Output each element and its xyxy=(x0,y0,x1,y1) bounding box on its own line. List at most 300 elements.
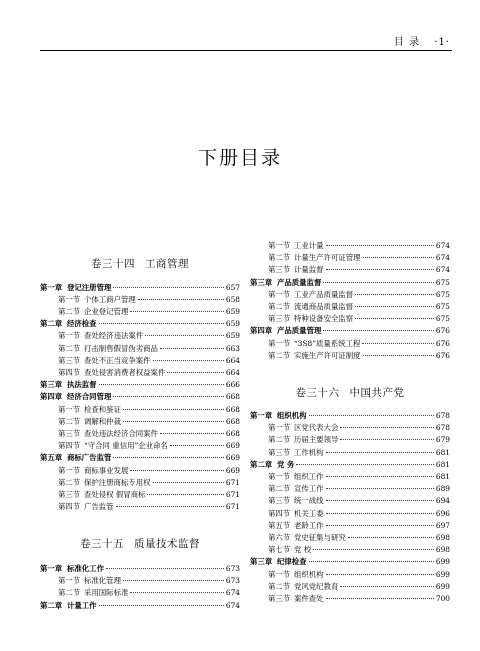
toc-entry-page-number: 671 xyxy=(225,477,240,487)
toc-entry-title: 工作机构 xyxy=(294,447,324,457)
toc-entry-number: 第二节 xyxy=(58,306,81,316)
toc-entry-title: 标准化工作 xyxy=(67,564,104,573)
toc-entry-number: 第五节 xyxy=(268,520,291,530)
toc-entry-page-number: 669 xyxy=(225,453,240,463)
toc-chapter-entry xyxy=(40,282,240,294)
toc-entry-page-number: 674 xyxy=(225,588,240,598)
toc-entry-label xyxy=(250,325,321,337)
toc-entry-title: 工业产品质量监督 xyxy=(294,289,354,299)
toc-chapter-entry xyxy=(250,325,450,337)
toc-entry-title: 老龄工作 xyxy=(294,520,324,530)
dot-leader xyxy=(362,342,434,344)
volume-heading xyxy=(40,536,240,551)
toc-entry-label xyxy=(250,471,324,483)
toc-entry-number: 第一节 xyxy=(268,241,291,250)
toc-entry-title: 党史征集与研究 xyxy=(294,533,346,542)
toc-entry-page-number: 669 xyxy=(225,441,240,451)
toc-section-entry xyxy=(250,593,450,605)
toc-entry-number: 第二节 xyxy=(268,350,291,360)
toc-entry-page-number: 671 xyxy=(225,502,240,512)
toc-section-entry xyxy=(40,428,240,440)
toc-entry-page-number: 674 xyxy=(435,241,450,250)
toc-entry-number: 第四节 xyxy=(268,508,291,518)
volume-number: 卷三十六 xyxy=(295,387,340,399)
volume-number: 卷三十四 xyxy=(91,258,135,270)
toc-entry-page-number: 698 xyxy=(435,545,450,555)
toc-entry-title: 执法监督 xyxy=(67,380,97,390)
toc-entry-number: 第三节 xyxy=(268,265,291,275)
toc-entry-page-number: 658 xyxy=(225,294,240,304)
toc-entry-label xyxy=(250,495,324,507)
toc-entry-title: 标准化管理 xyxy=(84,576,121,586)
toc-entry-title: 产品质量监督 xyxy=(277,277,322,287)
toc-section-entry xyxy=(40,306,240,318)
toc-entry-label xyxy=(250,593,324,605)
toc-entry-title: 查处不正当竞争案件 xyxy=(84,355,151,365)
toc-entry-label xyxy=(250,532,346,544)
toc-section-entry xyxy=(250,264,450,276)
running-head-title: 目 录 xyxy=(393,37,421,48)
toc-entry-title: 经济合同管理 xyxy=(67,392,112,402)
toc-entry-label xyxy=(250,544,311,556)
toc-entry-label xyxy=(250,252,361,264)
toc-entry-title: 打击制售假冒伪劣商品 xyxy=(84,343,158,353)
toc-entry-number: 第一章 xyxy=(40,564,63,573)
toc-section-entry xyxy=(250,422,450,434)
toc-section-entry xyxy=(40,440,240,452)
toc-section-entry xyxy=(40,330,240,342)
toc-entry-title: 特种设备安全监察 xyxy=(294,314,354,324)
dot-leader xyxy=(309,414,434,416)
toc-section-entry xyxy=(250,350,450,362)
dot-leader xyxy=(130,591,224,593)
dot-leader xyxy=(116,505,224,507)
volume-heading xyxy=(40,256,240,271)
dot-leader xyxy=(153,359,224,361)
dot-leader xyxy=(138,298,224,300)
toc-entry-number: 第四节 xyxy=(58,441,81,451)
dot-leader xyxy=(355,317,434,319)
toc-entry-number: 第二节 xyxy=(268,302,291,311)
toc-entry-title: 企业登记管理 xyxy=(84,306,129,316)
page-title: 下册目录 xyxy=(197,147,282,169)
dot-leader xyxy=(130,469,224,471)
toc-entry-label xyxy=(250,569,324,581)
toc-entry-title: 组织工作 xyxy=(294,472,324,481)
toc-section-entry xyxy=(250,301,450,313)
toc-entry-number: 第二节 xyxy=(58,343,81,353)
dot-leader xyxy=(123,408,224,410)
volume-number: 卷三十五 xyxy=(80,538,124,550)
toc-entry-page-number: 694 xyxy=(435,496,450,506)
toc-entry-number: 第三节 xyxy=(58,428,81,438)
dot-leader xyxy=(99,604,224,606)
toc-entry-title: 保护注册商标专用权 xyxy=(84,477,151,487)
toc-chapter-entry xyxy=(40,563,240,575)
toc-section-entry xyxy=(250,532,450,544)
volume-title: 质量技术监督 xyxy=(134,538,200,550)
toc-entry-number: 第七节 xyxy=(268,545,291,555)
toc-entry-label xyxy=(250,338,360,350)
toc-section-entry xyxy=(250,569,450,581)
toc-entry-label xyxy=(40,391,111,403)
toc-entry-label xyxy=(40,440,168,452)
toc-entry-label xyxy=(250,410,307,422)
toc-entry-label xyxy=(40,428,158,440)
toc-entry-label xyxy=(250,289,353,301)
toc-entry-label xyxy=(250,264,324,276)
toc-entry-page-number: 696 xyxy=(435,508,450,518)
toc-entry-title: 商标事业发展 xyxy=(84,465,129,475)
toc-section-entry xyxy=(250,520,450,532)
toc-entry-page-number: 699 xyxy=(435,557,450,567)
toc-entry-number: 第一节 xyxy=(268,472,291,481)
toc-entry-number: 第二节 xyxy=(58,416,81,426)
toc-entry-number: 第二节 xyxy=(268,484,291,494)
toc-section-entry xyxy=(40,404,240,416)
toc-entry-label xyxy=(250,301,353,313)
toc-entry-page-number: 676 xyxy=(435,338,450,348)
toc-entry-page-number: 664 xyxy=(225,367,240,377)
dot-leader xyxy=(326,524,434,526)
toc-entry-page-number: 657 xyxy=(225,282,240,292)
toc-entry-label xyxy=(40,477,151,489)
toc-entry-number: 第三章 xyxy=(250,277,273,287)
toc-entry-number: 第三节 xyxy=(268,594,291,603)
toc-entry-title: 党风党纪教育 xyxy=(294,581,339,591)
dot-leader xyxy=(123,420,224,422)
toc-entry-number: 第三节 xyxy=(58,355,81,365)
toc-entry-label xyxy=(250,520,324,532)
toc-section-entry xyxy=(250,313,450,325)
dot-leader xyxy=(106,567,224,569)
toc-entry-label xyxy=(250,447,324,459)
toc-entry-page-number: 678 xyxy=(435,411,450,420)
toc-entry-label xyxy=(40,489,145,501)
dot-leader xyxy=(326,487,434,489)
toc-entry-number: 第四章 xyxy=(250,326,273,336)
toc-section-entry xyxy=(250,544,450,556)
toc-entry-number: 第一节 xyxy=(268,338,291,348)
toc-entry-title: 计量监督 xyxy=(294,265,324,275)
toc-entry-title: “守合同 重信用”企业命名 xyxy=(84,441,168,451)
dot-leader xyxy=(160,347,224,349)
toc-entry-page-number: 659 xyxy=(225,306,240,316)
toc-entry-number: 第三节 xyxy=(58,489,81,499)
toc-entry-number: 第一节 xyxy=(268,289,291,299)
toc-entry-page-number: 659 xyxy=(225,331,240,341)
toc-entry-number: 第六节 xyxy=(268,533,291,542)
toc-entry-label xyxy=(40,330,143,342)
toc-entry-number: 第一节 xyxy=(58,294,81,304)
dot-leader xyxy=(355,293,434,295)
toc-entry-label xyxy=(250,277,321,289)
toc-entry-page-number: 675 xyxy=(435,302,450,311)
toc-entry-number: 第二节 xyxy=(58,477,81,487)
toc-entry-label xyxy=(250,556,307,568)
toc-chapter-entry xyxy=(250,459,450,471)
toc-entry-number: 第二章 xyxy=(250,459,273,469)
dot-leader xyxy=(309,560,434,562)
toc-entry-number: 第二节 xyxy=(58,588,81,598)
toc-chapter-entry xyxy=(40,379,240,391)
dot-leader xyxy=(326,573,434,575)
toc-entry-label xyxy=(250,422,338,434)
dot-leader xyxy=(326,597,434,599)
toc-section-entry xyxy=(40,416,240,428)
toc-entry-label xyxy=(40,416,121,428)
toc-entry-page-number: 668 xyxy=(225,428,240,438)
toc-entry-title: 实施生产许可证制度 xyxy=(294,350,361,360)
dot-leader xyxy=(167,371,224,373)
toc-section-entry xyxy=(250,508,450,520)
toc-chapter-entry xyxy=(40,600,240,612)
toc-entry-title: 案件查处 xyxy=(294,594,324,603)
dot-leader xyxy=(123,579,224,581)
toc-entry-title: 党 务 xyxy=(277,459,295,469)
toc-entry-page-number: 668 xyxy=(225,404,240,414)
dot-leader xyxy=(348,536,434,538)
toc-entry-label xyxy=(40,355,151,367)
toc-entry-page-number: 679 xyxy=(435,435,450,445)
toc-entry-number: 第一章 xyxy=(250,411,273,420)
toc-entry-number: 第四章 xyxy=(40,392,63,402)
toc-section-entry xyxy=(40,355,240,367)
toc-section-entry xyxy=(40,294,240,306)
dot-leader xyxy=(99,383,224,385)
toc-entry-title: 机关工委 xyxy=(294,508,324,518)
toc-entry-page-number: 676 xyxy=(435,350,450,360)
toc-entry-label xyxy=(40,600,97,612)
toc-entry-title: 统一战线 xyxy=(294,496,324,506)
toc-entry-title: 查处违法经济合同案件 xyxy=(84,428,158,438)
toc-section-entry xyxy=(40,343,240,355)
toc-entry-page-number: 681 xyxy=(435,459,450,469)
toc-entry-number: 第一节 xyxy=(268,423,291,433)
toc-entry-page-number: 681 xyxy=(435,472,450,481)
dot-leader xyxy=(296,463,434,465)
toc-section-entry xyxy=(250,471,450,483)
toc-entry-page-number: 699 xyxy=(435,581,450,591)
toc-entry-page-number: 681 xyxy=(435,447,450,457)
toc-entry-page-number: 675 xyxy=(435,289,450,299)
dot-leader xyxy=(145,334,224,336)
toc-entry-page-number: 689 xyxy=(435,484,450,494)
toc-section-entry xyxy=(40,489,240,501)
toc-entry-page-number: 659 xyxy=(225,319,240,329)
dot-leader xyxy=(326,451,434,453)
dot-leader xyxy=(113,395,224,397)
toc-entry-number: 第一节 xyxy=(58,465,81,475)
dot-leader xyxy=(363,354,434,356)
toc-entry-page-number: 675 xyxy=(435,314,450,324)
toc-chapter-entry xyxy=(40,452,240,464)
toc-entry-label xyxy=(40,465,128,477)
toc-entry-label xyxy=(40,367,165,379)
toc-entry-title: 经济检查 xyxy=(67,319,97,329)
toc-entry-title: 查处侵权 假冒商标 xyxy=(84,489,146,499)
dot-leader xyxy=(355,305,434,307)
toc-entry-label xyxy=(40,404,121,416)
toc-entry-title: 纪律检查 xyxy=(277,557,307,567)
toc-entry-page-number: 668 xyxy=(225,416,240,426)
toc-entry-label xyxy=(40,306,128,318)
toc-entry-page-number: 666 xyxy=(225,380,240,390)
toc-entry-title: 流通商品质量监督 xyxy=(294,302,354,311)
toc-entry-label xyxy=(40,282,111,294)
dot-leader xyxy=(323,329,434,331)
toc-entry-title: 组织机构 xyxy=(294,569,324,579)
toc-entry-page-number: 671 xyxy=(225,489,240,499)
toc-entry-label xyxy=(250,240,324,252)
toc-entry-title: 历届主要领导 xyxy=(294,435,339,445)
toc-entry-title: 区党代表大会 xyxy=(294,423,339,433)
toc-entry-page-number: 668 xyxy=(225,392,240,402)
toc-chapter-entry xyxy=(250,410,450,422)
toc-entry-number: 第三节 xyxy=(268,314,291,324)
dot-leader xyxy=(113,286,224,288)
toc-entry-page-number: 669 xyxy=(225,465,240,475)
toc-entry-title: 计量工作 xyxy=(67,600,97,610)
toc-section-entry xyxy=(250,240,450,252)
dot-leader xyxy=(340,426,434,428)
toc-section-entry xyxy=(250,483,450,495)
dot-leader xyxy=(326,244,434,246)
toc-entry-title: 宣传工作 xyxy=(294,484,324,494)
toc-entry-number: 第五章 xyxy=(40,453,63,463)
toc-entry-page-number: 676 xyxy=(435,326,450,336)
dot-leader xyxy=(326,268,434,270)
toc-entry-number: 第三章 xyxy=(40,380,63,390)
dot-leader xyxy=(340,585,434,587)
toc-entry-title: 调解和仲裁 xyxy=(84,416,121,426)
dot-leader xyxy=(153,481,224,483)
toc-section-entry xyxy=(40,575,240,587)
toc-entry-title: 检查和鉴证 xyxy=(84,404,121,414)
toc-entry-label xyxy=(250,459,294,471)
toc-entry-label xyxy=(40,294,136,306)
toc-entry-number: 第二节 xyxy=(268,581,291,591)
toc-entry-label xyxy=(250,434,338,446)
toc-entry-page-number: 674 xyxy=(435,265,450,275)
toc-section-entry xyxy=(250,338,450,350)
toc-entry-page-number: 664 xyxy=(225,355,240,365)
toc-entry-page-number: 674 xyxy=(435,253,450,263)
toc-section-entry xyxy=(250,495,450,507)
dot-leader xyxy=(363,256,434,258)
toc-entry-title: 党 校 xyxy=(294,545,312,555)
toc-chapter-entry xyxy=(250,277,450,289)
toc-entry-label xyxy=(250,581,338,593)
toc-entry-title: 广告监管 xyxy=(84,502,114,512)
toc-chapter-entry xyxy=(250,556,450,568)
dot-leader xyxy=(326,475,434,477)
toc-chapter-entry xyxy=(40,318,240,330)
toc-entry-number: 第一节 xyxy=(58,331,81,341)
toc-entry-title: 个体工商户管理 xyxy=(84,294,136,304)
toc-entry-label xyxy=(40,452,111,464)
toc-section-entry xyxy=(250,289,450,301)
toc-entry-label xyxy=(40,379,97,391)
dot-leader xyxy=(323,281,434,283)
toc-entry-page-number: 673 xyxy=(225,564,240,573)
toc-entry-number: 第一章 xyxy=(40,282,63,292)
toc-entry-number: 第一节 xyxy=(58,576,81,586)
toc-entry-label xyxy=(40,563,104,575)
header-rule xyxy=(40,50,452,51)
toc-entry-title: 查处经济违法案件 xyxy=(84,331,144,341)
toc-section-entry xyxy=(250,252,450,264)
toc-entry-title: 组织机构 xyxy=(277,411,307,420)
toc-entry-title: 工业计量 xyxy=(294,241,324,250)
toc-entry-number: 第一节 xyxy=(268,569,291,579)
toc-entry-page-number: 698 xyxy=(435,533,450,542)
toc-entry-page-number: 678 xyxy=(435,423,450,433)
dot-leader xyxy=(160,432,224,434)
toc-section-entry xyxy=(40,367,240,379)
toc-entry-number: 第二节 xyxy=(268,253,291,263)
toc-entry-page-number: 700 xyxy=(435,594,450,603)
toc-entry-label xyxy=(40,575,121,587)
toc-section-entry xyxy=(40,587,240,599)
toc-entry-label xyxy=(250,483,324,495)
toc-entry-number: 第四节 xyxy=(58,502,81,512)
toc-entry-page-number: 674 xyxy=(225,600,240,610)
dot-leader xyxy=(113,456,224,458)
toc-entry-label xyxy=(40,343,158,355)
toc-section-entry xyxy=(250,581,450,593)
toc-entry-title: 商标广告监管 xyxy=(67,453,112,463)
running-head xyxy=(394,33,450,48)
dot-leader xyxy=(313,548,434,550)
toc-section-entry xyxy=(40,465,240,477)
toc-entry-label xyxy=(250,313,353,325)
toc-entry-label xyxy=(40,318,97,330)
dot-leader xyxy=(326,499,434,501)
toc-entry-page-number: 663 xyxy=(225,343,240,353)
toc-section-entry xyxy=(40,501,240,513)
toc-entry-number: 第二节 xyxy=(268,435,291,445)
running-head-page-number: ·1· xyxy=(434,37,450,48)
toc-entry-title: 登记注册管理 xyxy=(67,282,112,292)
toc-chapter-entry xyxy=(40,391,240,403)
toc-section-entry xyxy=(40,477,240,489)
toc-entry-page-number: 673 xyxy=(225,576,240,586)
toc-section-entry xyxy=(250,447,450,459)
dot-leader xyxy=(340,438,434,440)
toc-entry-label xyxy=(250,508,324,520)
dot-leader xyxy=(170,444,224,446)
toc-entry-title: 采用国际标准 xyxy=(84,588,129,598)
toc-entry-title: 产品质量管理 xyxy=(277,326,322,336)
volume-title: 工商管理 xyxy=(145,258,189,270)
toc-entry-label xyxy=(40,587,128,599)
toc-section-entry xyxy=(250,434,450,446)
toc-entry-title: 查处侵害消费者权益案件 xyxy=(84,367,166,377)
dot-leader xyxy=(147,493,223,495)
dot-leader xyxy=(130,310,224,312)
toc-entry-label xyxy=(40,501,114,513)
dot-leader xyxy=(99,322,224,324)
dot-leader xyxy=(326,512,434,514)
toc-entry-title: 计量生产许可证管理 xyxy=(294,253,361,263)
toc-entry-number: 第四节 xyxy=(58,367,81,377)
toc-entry-title: “3S8”质量系统工程 xyxy=(294,338,361,348)
volume-heading xyxy=(250,385,450,400)
volume-title: 中国共产党 xyxy=(349,387,405,399)
toc-entry-page-number: 699 xyxy=(435,569,450,579)
toc-entry-page-number: 675 xyxy=(435,277,450,287)
